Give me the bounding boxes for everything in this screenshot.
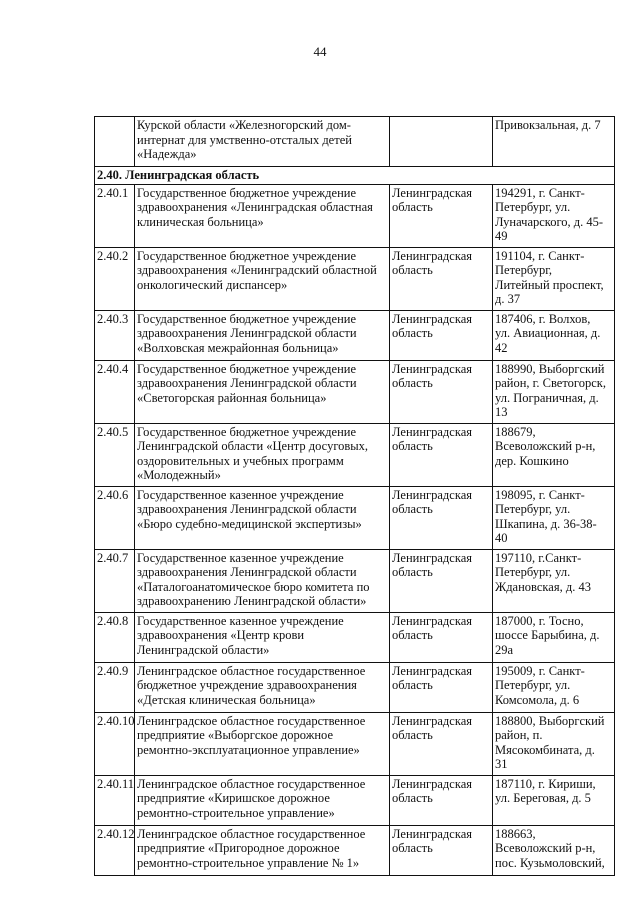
- org-name-cell: Ленинградское областное государственное предприятие «Пригородное дорожное ремонтно-строительное управление № 1»: [135, 825, 390, 875]
- table-row: [95, 549, 615, 612]
- address-cell: 187000, г. Тосно, шоссе Барыбина, д. 29а: [493, 612, 615, 662]
- region-cell: Ленинградская область: [390, 775, 493, 825]
- row-number-cell: 2.40.3: [95, 310, 135, 360]
- address-cell: Привокзальная, д. 7: [493, 117, 615, 167]
- org-name-cell: Ленинградское областное государственное предприятие «Выборгское дорожное ремонтно-эксплуатационное управление»: [135, 712, 390, 775]
- region-cell: Ленинградская область: [390, 423, 493, 486]
- row-number-cell: 2.40.1: [95, 184, 135, 247]
- address-cell: 188800, Выборгский район, п. Мясокомбината, д. 31: [493, 712, 615, 775]
- table-row: [95, 775, 615, 825]
- region-cell: Ленинградская область: [390, 310, 493, 360]
- org-name-cell: Ленинградское областное государственное предприятие «Киришское дорожное ремонтно-строительное управление»: [135, 775, 390, 825]
- section-header-row: [95, 167, 615, 185]
- region-cell: Ленинградская область: [390, 712, 493, 775]
- table-row: [95, 423, 615, 486]
- region-cell: Ленинградская область: [390, 486, 493, 549]
- org-name-cell: Курской области «Железногорский дом- интернат для умственно-отсталых детей «Надежда»: [135, 117, 390, 167]
- table-row-continuation: [95, 117, 615, 167]
- org-name-cell: Государственное бюджетное учреждение Ленинградской области «Центр досуговых, оздоровительных и учебных программ «Молодежный»: [135, 423, 390, 486]
- address-cell: 188990, Выборгский район, г. Светогорск, ул. Пограничная, д. 13: [493, 360, 615, 423]
- address-cell: 197110, г.Санкт- Петербург, ул. Ждановская, д. 43: [493, 549, 615, 612]
- row-number-cell: 2.40.10: [95, 712, 135, 775]
- organizations-table: [94, 116, 615, 876]
- address-cell: 187406, г. Волхов, ул. Авиационная, д. 42: [493, 310, 615, 360]
- row-number-cell: 2.40.4: [95, 360, 135, 423]
- table-body: [95, 117, 615, 876]
- table-row: [95, 712, 615, 775]
- table-row: [95, 360, 615, 423]
- table-row: [95, 662, 615, 712]
- address-cell: 188679, Всеволожский р-н, дер. Кошкино: [493, 423, 615, 486]
- address-cell: 194291, г. Санкт- Петербург, ул. Луначарского, д. 45- 49: [493, 184, 615, 247]
- region-cell: Ленинградская область: [390, 549, 493, 612]
- table-row: [95, 825, 615, 875]
- address-cell: 191104, г. Санкт- Петербург, Литейный проспект, д. 37: [493, 247, 615, 310]
- row-number-cell: 2.40.6: [95, 486, 135, 549]
- region-cell: Ленинградская область: [390, 825, 493, 875]
- org-name-cell: Государственное казенное учреждение здравоохранения Ленинградской области «Паталогоанатомическое бюро комитета по здравоохранению Ленинградской области»: [135, 549, 390, 612]
- table-row: [95, 486, 615, 549]
- org-name-cell: Государственное казенное учреждение здравоохранения «Центр крови Ленинградской области»: [135, 612, 390, 662]
- address-cell: 195009, г. Санкт- Петербург, ул. Комсомола, д. 6: [493, 662, 615, 712]
- region-cell: Ленинградская область: [390, 662, 493, 712]
- table-row: [95, 310, 615, 360]
- row-number-cell: 2.40.5: [95, 423, 135, 486]
- region-cell: Ленинградская область: [390, 247, 493, 310]
- row-number-cell: 2.40.2: [95, 247, 135, 310]
- table-row: [95, 247, 615, 310]
- row-number-cell: 2.40.12: [95, 825, 135, 875]
- region-cell: Ленинградская область: [390, 360, 493, 423]
- org-name-cell: Государственное бюджетное учреждение здравоохранения Ленинградской области «Светогорская районная больница»: [135, 360, 390, 423]
- row-number-cell: 2.40.8: [95, 612, 135, 662]
- region-cell: Ленинградская область: [390, 612, 493, 662]
- table-row: [95, 612, 615, 662]
- org-name-cell: Государственное бюджетное учреждение здравоохранения «Ленинградская областная клиническая больница»: [135, 184, 390, 247]
- section-title: 2.40. Ленинградская область: [95, 167, 615, 185]
- org-name-cell: Ленинградское областное государственное бюджетное учреждение здравоохранения «Детская клиническая больница»: [135, 662, 390, 712]
- row-number-cell: [95, 117, 135, 167]
- table-row: [95, 184, 615, 247]
- region-cell: Ленинградская область: [390, 184, 493, 247]
- org-name-cell: Государственное казенное учреждение здравоохранения Ленинградской области «Бюро судебно-медицинской экспертизы»: [135, 486, 390, 549]
- address-cell: 198095, г. Санкт- Петербург, ул. Шкапина, д. 36-38- 40: [493, 486, 615, 549]
- address-cell: 187110, г. Кириши, ул. Береговая, д. 5: [493, 775, 615, 825]
- address-cell: 188663, Всеволожский р-н, пос. Кузьмоловский,: [493, 825, 615, 875]
- org-name-cell: Государственное бюджетное учреждение здравоохранения Ленинградской области «Волховская межрайонная больница»: [135, 310, 390, 360]
- page-number: 44: [313, 44, 327, 59]
- row-number-cell: 2.40.9: [95, 662, 135, 712]
- row-number-cell: 2.40.11: [95, 775, 135, 825]
- org-name-cell: Государственное бюджетное учреждение здравоохранения «Ленинградский областной онкологический диспансер»: [135, 247, 390, 310]
- row-number-cell: 2.40.7: [95, 549, 135, 612]
- region-cell: [390, 117, 493, 167]
